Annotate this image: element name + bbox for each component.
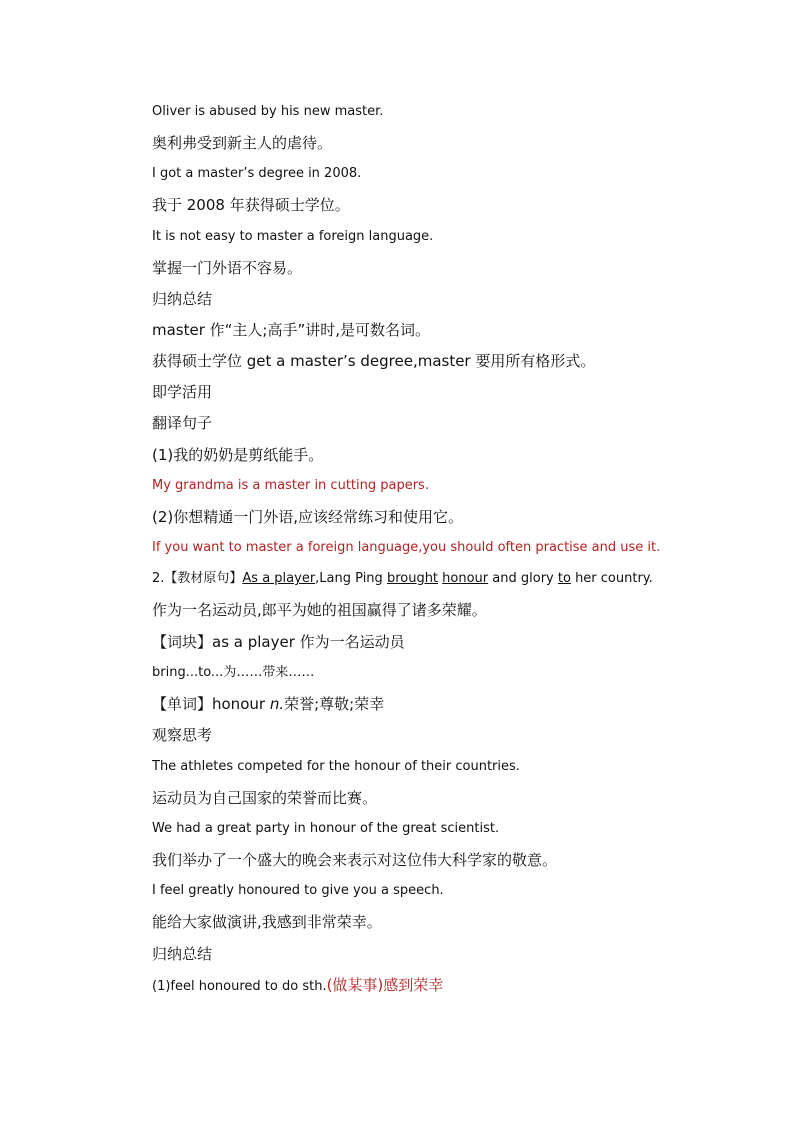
word-entry-prefix: 【单词】honour bbox=[152, 695, 270, 713]
section-heading: 观察思考 bbox=[152, 726, 213, 744]
source-sentence-text: ,Lang Ping bbox=[315, 571, 387, 586]
example-sentence-cn: 我们举办了一个盛大的晚会来表示对这位伟大科学家的敬意。 bbox=[152, 851, 558, 869]
summary-item-chinese: (做某事)感到荣幸 bbox=[326, 976, 444, 994]
summary-note: 获得硕士学位 get a master’s degree,master 要用所有格形式。 bbox=[152, 352, 596, 370]
section-heading: 翻译句子 bbox=[152, 414, 213, 432]
phrase-entry: bring...to...为……带来…… bbox=[152, 665, 315, 680]
example-sentence-en: Oliver is abused by his new master. bbox=[152, 104, 384, 119]
underlined-phrase: honour bbox=[442, 571, 489, 586]
phrase-entry: 【词块】as a player 作为一名运动员 bbox=[152, 633, 405, 651]
example-sentence-cn: 运动员为自己国家的荣誉而比赛。 bbox=[152, 789, 378, 807]
example-sentence-en: The athletes competed for the honour of their countries. bbox=[152, 759, 520, 774]
exercise-answer: My grandma is a master in cutting papers. bbox=[152, 478, 429, 493]
section-heading: 归纳总结 bbox=[152, 945, 213, 963]
summary-item-english: (1)feel honoured to do sth. bbox=[152, 979, 327, 994]
part-of-speech: n. bbox=[269, 695, 285, 713]
example-sentence-cn: 掌握一门外语不容易。 bbox=[152, 259, 303, 277]
summary-item bbox=[152, 976, 443, 996]
example-sentence-cn: 奥利弗受到新主人的虐待。 bbox=[152, 134, 333, 152]
source-sentence bbox=[152, 570, 653, 588]
underlined-phrase: brought bbox=[386, 571, 439, 586]
exercise-answer: If you want to master a foreign language,you should often practise and use it. bbox=[152, 540, 661, 555]
example-sentence-cn: 我于 2008 年获得硕士学位。 bbox=[152, 196, 350, 214]
source-sentence-prefix: 2.【教材原句】 bbox=[152, 571, 243, 586]
example-sentence-cn: 能给大家做演讲,我感到非常荣幸。 bbox=[152, 913, 382, 931]
section-heading: 即学活用 bbox=[152, 383, 213, 401]
example-sentence-en: I got a master’s degree in 2008. bbox=[152, 166, 362, 181]
example-sentence-en: It is not easy to master a foreign language. bbox=[152, 229, 434, 244]
exercise-prompt: (1)我的奶奶是剪纸能手。 bbox=[152, 446, 324, 464]
summary-note: master 作“主人;高手”讲时,是可数名词。 bbox=[152, 321, 431, 339]
underlined-phrase: As a player bbox=[242, 571, 316, 586]
exercise-prompt: (2)你想精通一门外语,应该经常练习和使用它。 bbox=[152, 508, 464, 526]
example-sentence-en: I feel greatly honoured to give you a speech. bbox=[152, 883, 444, 898]
section-heading: 归纳总结 bbox=[152, 290, 213, 308]
word-meaning: 荣誉;尊敬;荣幸 bbox=[284, 695, 385, 713]
word-entry bbox=[152, 695, 384, 713]
source-sentence-text: her country. bbox=[570, 571, 653, 586]
source-sentence-text: and glory bbox=[488, 571, 558, 586]
example-sentence-en: We had a great party in honour of the great scientist. bbox=[152, 821, 500, 836]
underlined-phrase: to bbox=[557, 571, 571, 586]
source-sentence-translation: 作为一名运动员,郎平为她的祖国赢得了诸多荣耀。 bbox=[152, 601, 487, 619]
